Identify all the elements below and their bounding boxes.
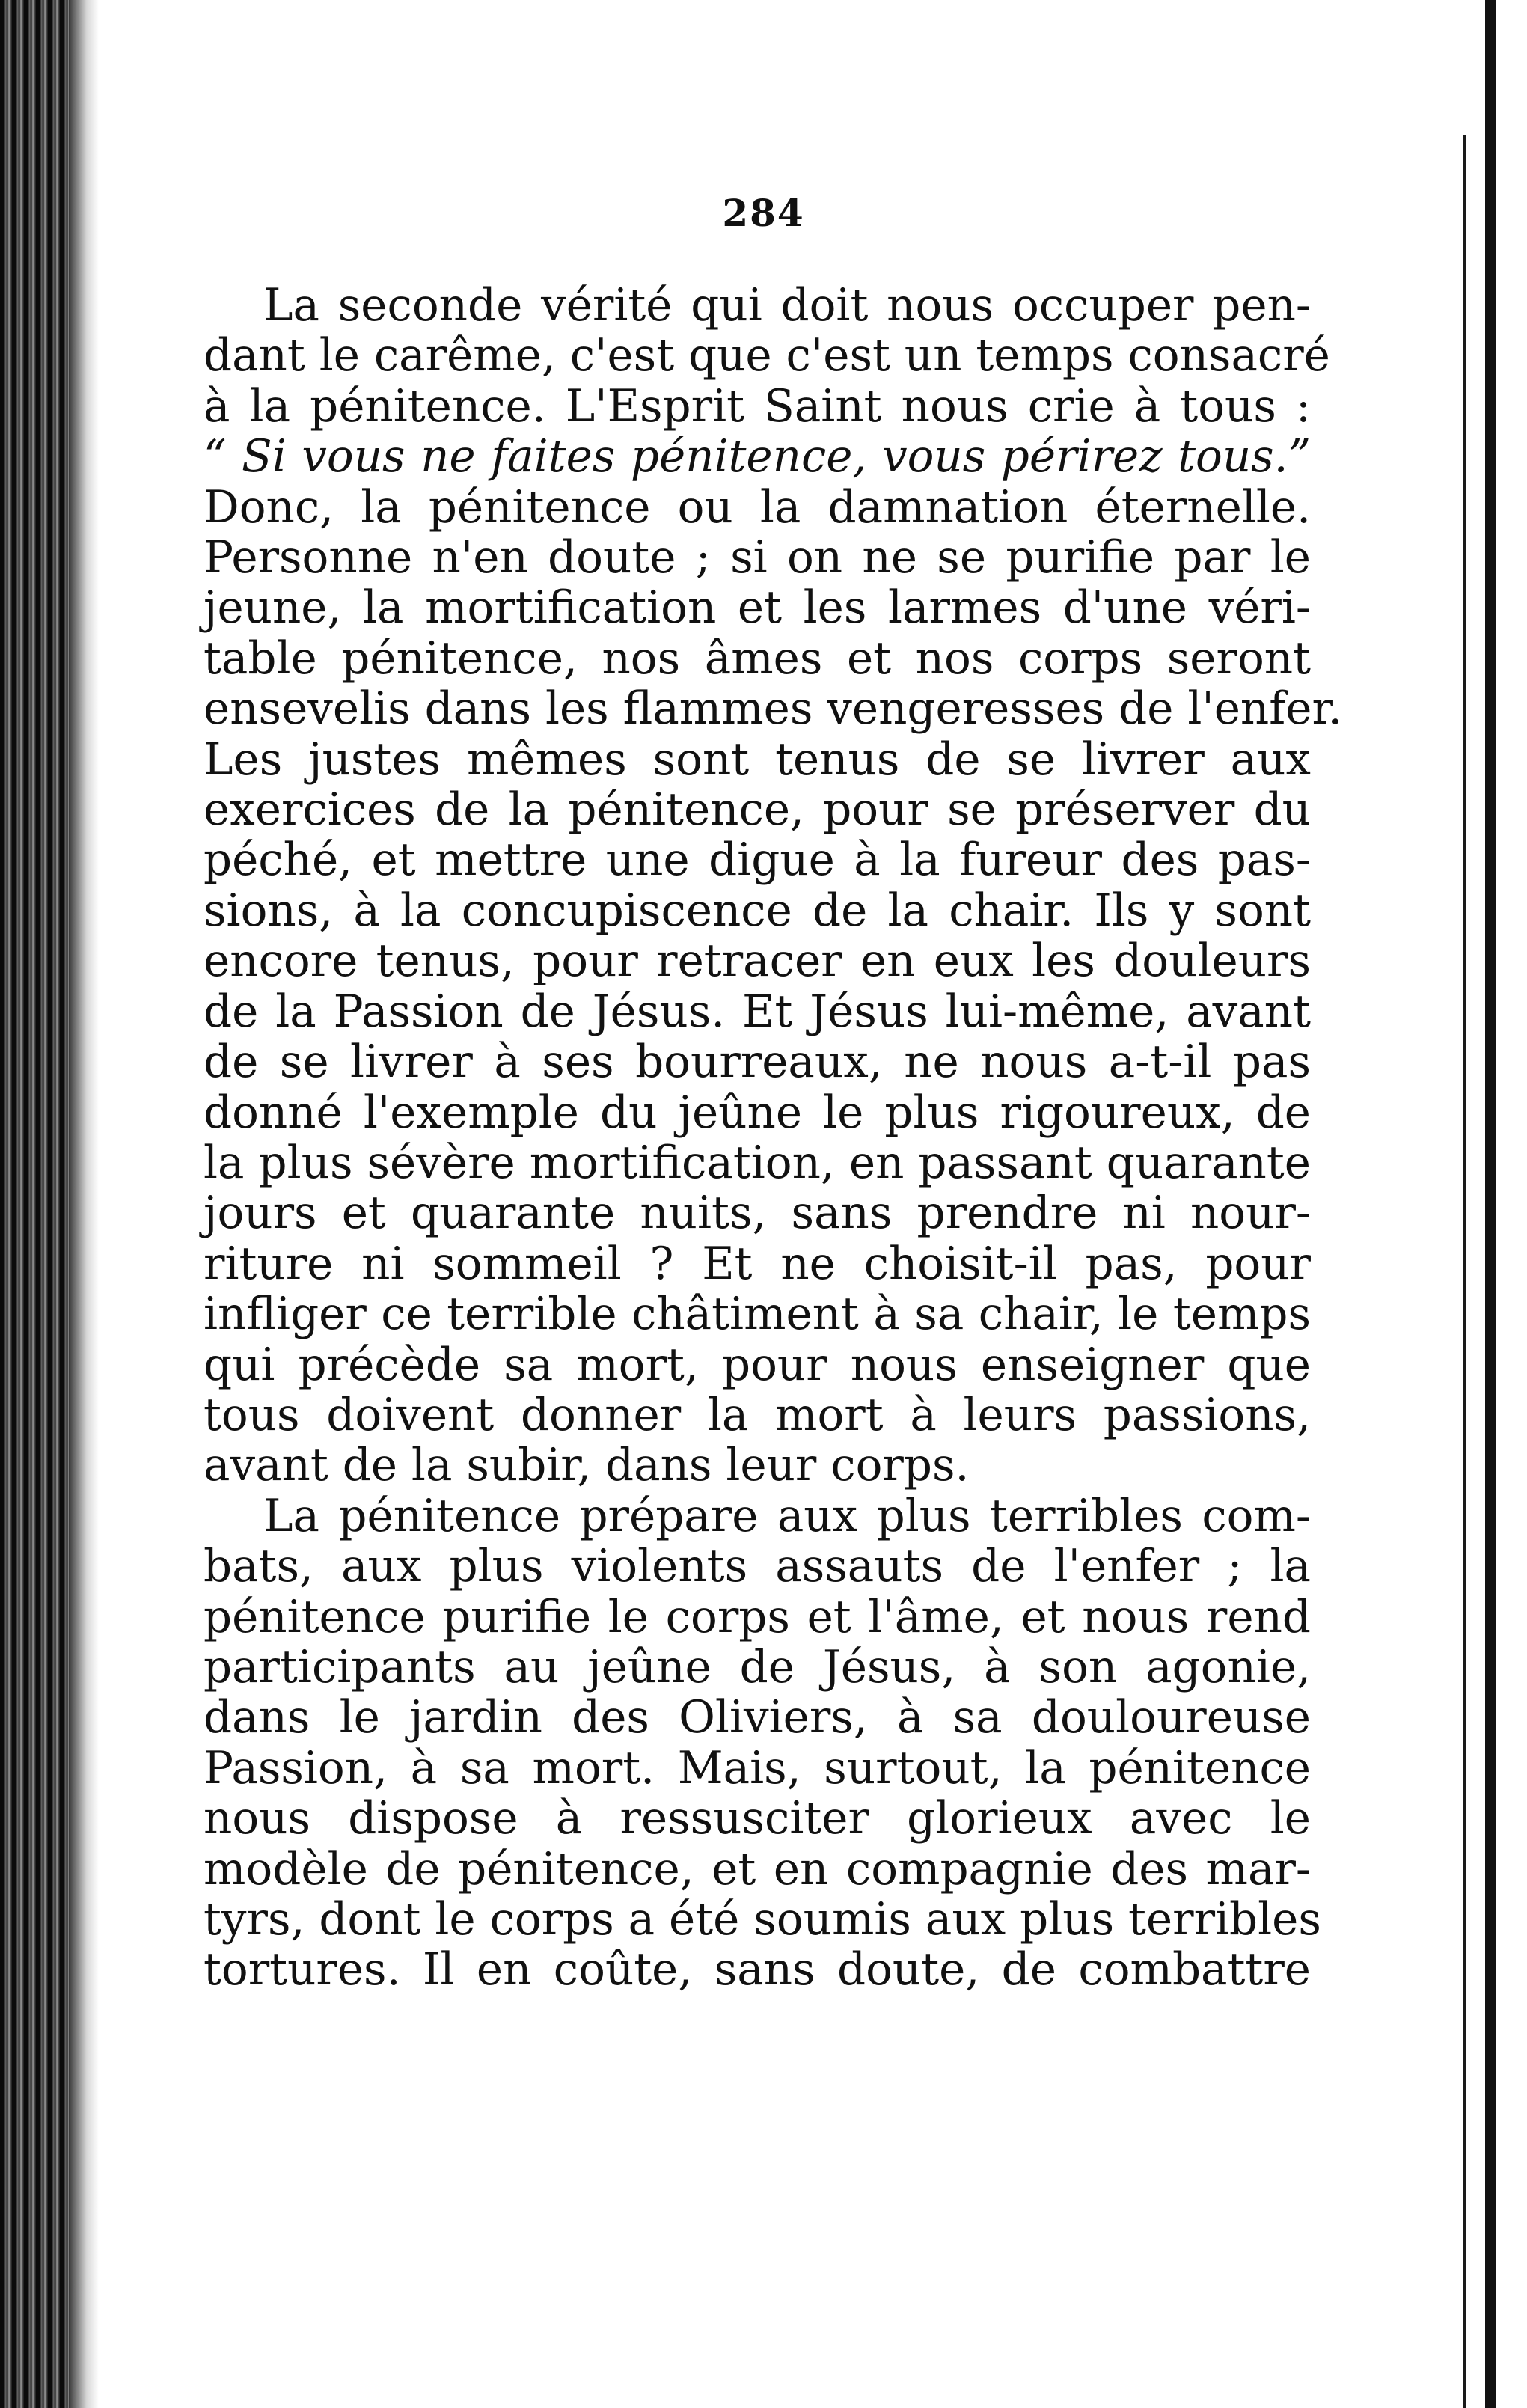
text-line: qui précède sa mort, pour nous enseigner que xyxy=(204,1339,1311,1391)
text-line: Passion, à sa mort. Mais, surtout, la pénitence xyxy=(204,1742,1311,1794)
text-line: bats, aux plus violents assauts de l'enfer ; la xyxy=(204,1541,1311,1593)
text-line: tous doivent donner la mort à leurs passions, xyxy=(204,1389,1311,1441)
text-line: la plus sévère mortification, en passant quarante xyxy=(204,1137,1311,1189)
paragraph-1 xyxy=(204,280,1343,1492)
gutter-shadow xyxy=(69,0,99,2408)
text-line: table pénitence, nos âmes et nos corps seront xyxy=(204,632,1311,685)
page-right-edge xyxy=(1485,0,1496,2408)
text-line: Les justes mêmes sont tenus de se livrer aux xyxy=(204,733,1311,786)
quotation-line: “ Si vous ne faites pénitence, vous périrez tous.” xyxy=(204,431,1311,483)
text-line: La pénitence prépare aux plus terribles com- xyxy=(263,1490,1311,1542)
text-line: de se livrer à ses bourreaux, ne nous a-t-il pas xyxy=(204,1036,1311,1089)
text-line: ensevelis dans les flammes vengeresses de l'enfer. xyxy=(204,683,1343,736)
page-edge-line xyxy=(1463,135,1466,2408)
book-spine-shadow xyxy=(0,0,69,2408)
text-line: tyrs, dont le corps a été soumis aux plus terribles xyxy=(204,1894,1321,1946)
text-line: riture ni sommeil ? Et ne choisit-il pas, pour xyxy=(204,1238,1311,1290)
text-line: participants au jeûne de Jésus, à son agonie, xyxy=(204,1641,1311,1693)
text-line: encore tenus, pour retracer en eux les douleurs xyxy=(204,935,1311,988)
text-line: donné l'exemple du jeûne le plus rigoureux, de xyxy=(204,1087,1311,1139)
text-line: péché, et mettre une digue à la fureur des pas- xyxy=(204,834,1311,887)
text-line: pénitence purifie le corps et l'âme, et nous rend xyxy=(204,1591,1311,1643)
text-line: dans le jardin des Oliviers, à sa douloureuse xyxy=(204,1692,1311,1744)
text-line: modèle de pénitence, et en compagnie des mar- xyxy=(204,1843,1311,1895)
text-line: exercices de la pénitence, pour se préserver du xyxy=(204,784,1311,837)
text-line: infliger ce terrible châtiment à sa chair, le temps xyxy=(204,1289,1311,1341)
body-text xyxy=(204,280,1343,1996)
text-line: Personne n'en doute ; si on ne se purifie par le xyxy=(204,532,1311,584)
text-line: nous dispose à ressusciter glorieux avec le xyxy=(204,1793,1311,1845)
text-line: dant le carême, c'est que c'est un temps consacré xyxy=(204,330,1330,382)
page-number: 284 xyxy=(722,191,805,235)
text-line: jours et quarante nuits, sans prendre ni nour- xyxy=(204,1188,1311,1240)
text-line: de la Passion de Jésus. Et Jésus lui-même, avant xyxy=(204,985,1311,1038)
paragraph-2 xyxy=(204,1490,1321,1996)
text-line: tortures. Il en coûte, sans doute, de combattre xyxy=(204,1944,1311,1996)
text-line: avant de la subir, dans leur corps. xyxy=(204,1440,970,1492)
text-line: La seconde vérité qui doit nous occuper pen- xyxy=(263,280,1311,331)
text-line: jeune, la mortification et les larmes d'une véri- xyxy=(204,582,1311,635)
text-line: à la pénitence. L'Esprit Saint nous crie à tous : xyxy=(204,380,1311,433)
text-line: sions, à la concupiscence de la chair. Ils y sont xyxy=(204,884,1311,937)
text-line: Donc, la pénitence ou la damnation éternelle. xyxy=(204,481,1311,534)
